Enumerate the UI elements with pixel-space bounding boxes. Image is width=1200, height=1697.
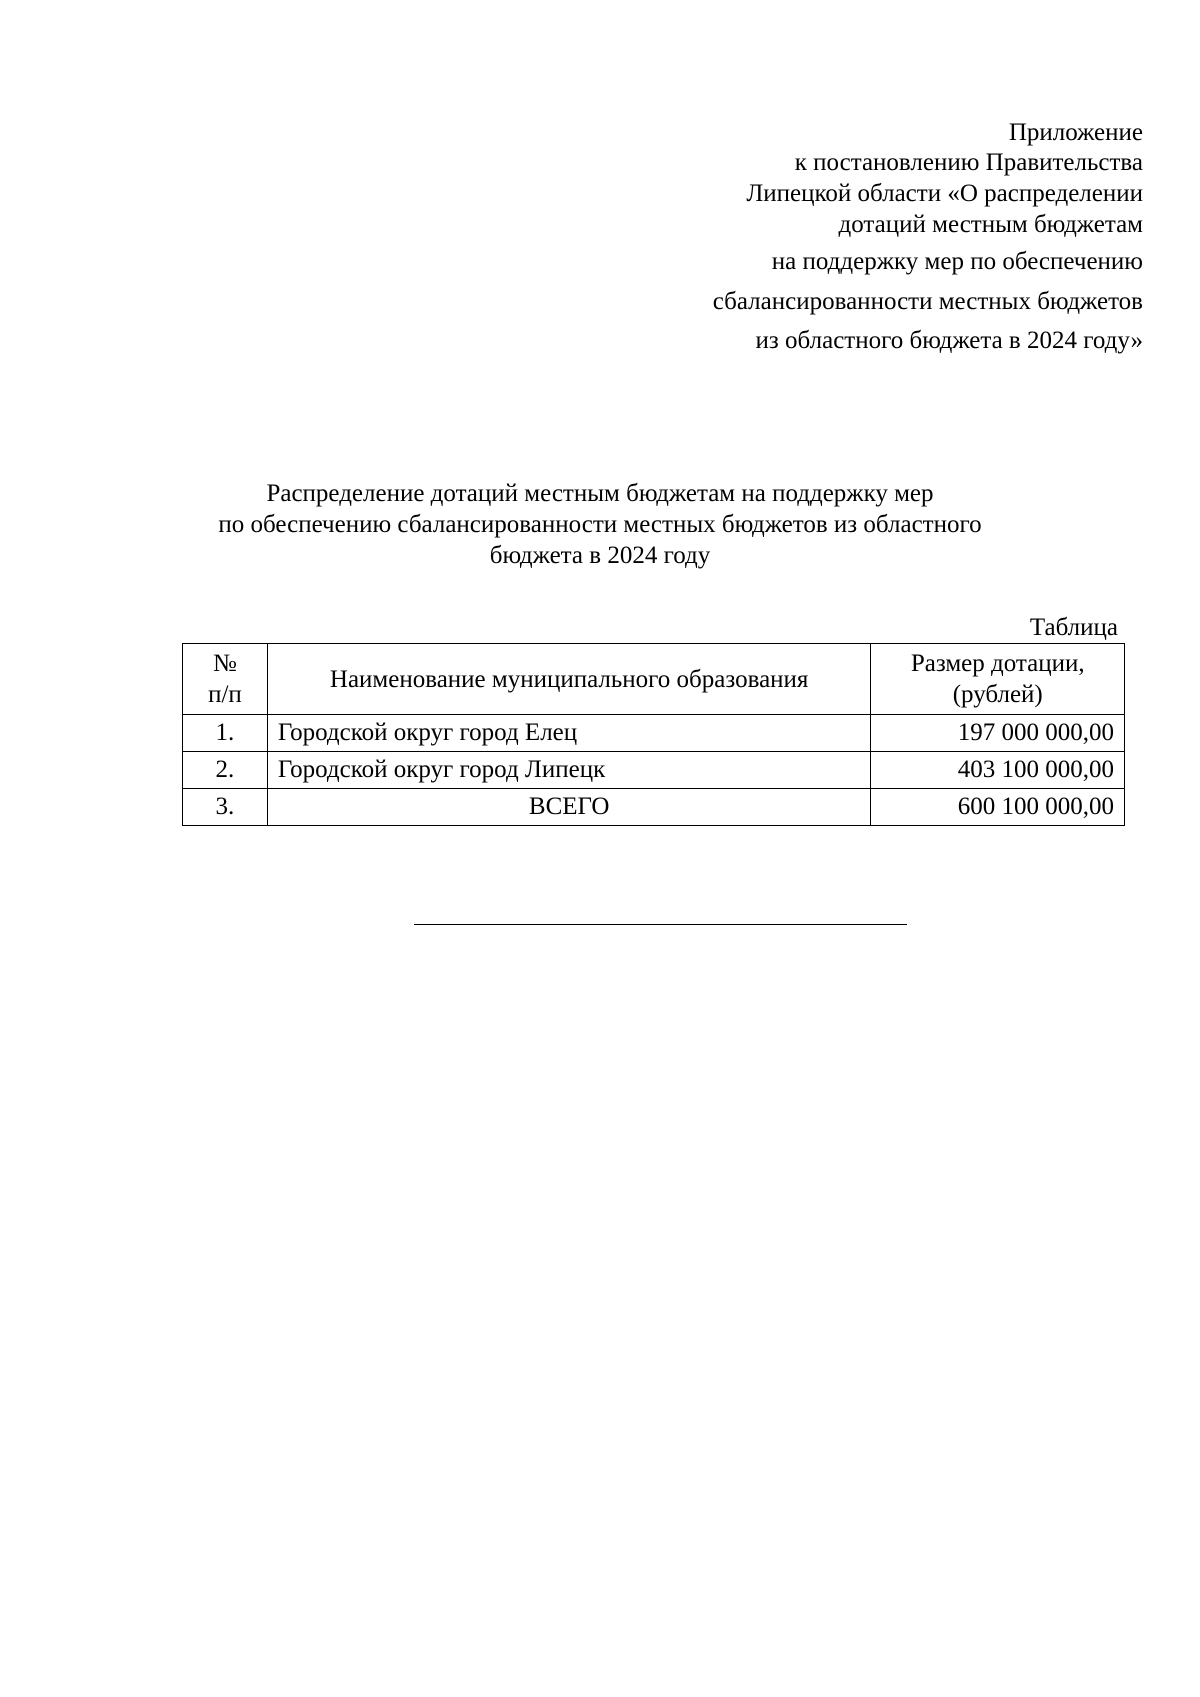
row-municipality: Городской округ город Липецк bbox=[267, 752, 871, 789]
row-number: 3. bbox=[183, 789, 268, 826]
appendix-line: дотаций местным бюджетам bbox=[838, 211, 1143, 238]
appendix-line: на поддержку мер по обеспечению bbox=[771, 248, 1143, 275]
header-amount bbox=[871, 644, 1125, 715]
appendix-line: к постановлению Правительства bbox=[794, 149, 1143, 176]
appendix-line: сбалансированности местных бюджетов bbox=[712, 288, 1143, 315]
table-row-total bbox=[183, 789, 1125, 826]
appendix-block bbox=[583, 118, 1143, 361]
document-title bbox=[120, 478, 1080, 571]
appendix-line: Липецкой области «О распределении bbox=[746, 180, 1143, 207]
end-divider bbox=[414, 924, 907, 925]
table-row bbox=[183, 715, 1125, 752]
appendix-line: Приложение bbox=[1008, 119, 1143, 146]
header-number-symbol: № bbox=[213, 650, 237, 677]
header-amount-title: Размер дотации, bbox=[910, 650, 1085, 677]
row-amount: 403 100 000,00 bbox=[871, 752, 1125, 789]
header-amount-unit: (рублей) bbox=[952, 681, 1043, 708]
row-total-label: ВСЕГО bbox=[267, 789, 871, 826]
title-line: по обеспечению сбалансированности местных бюджетов из областного bbox=[218, 511, 982, 538]
table-row bbox=[183, 752, 1125, 789]
distribution-table bbox=[182, 643, 1125, 826]
row-number: 2. bbox=[183, 752, 268, 789]
title-line: Распределение дотаций местным бюджетам на поддержку мер bbox=[266, 480, 934, 507]
title-line: бюджета в 2024 году bbox=[489, 542, 711, 569]
table-label: Таблица bbox=[1029, 614, 1118, 641]
header-number bbox=[183, 644, 268, 715]
table-header-row bbox=[183, 644, 1125, 715]
row-number: 1. bbox=[183, 715, 268, 752]
header-municipality: Наименование муниципального образования bbox=[267, 644, 871, 715]
header-number-abbr: п/п bbox=[208, 681, 242, 708]
appendix-line: из областного бюджета в 2024 году» bbox=[755, 327, 1143, 354]
row-municipality: Городской округ город Елец bbox=[267, 715, 871, 752]
row-total-amount: 600 100 000,00 bbox=[871, 789, 1125, 826]
row-amount: 197 000 000,00 bbox=[871, 715, 1125, 752]
